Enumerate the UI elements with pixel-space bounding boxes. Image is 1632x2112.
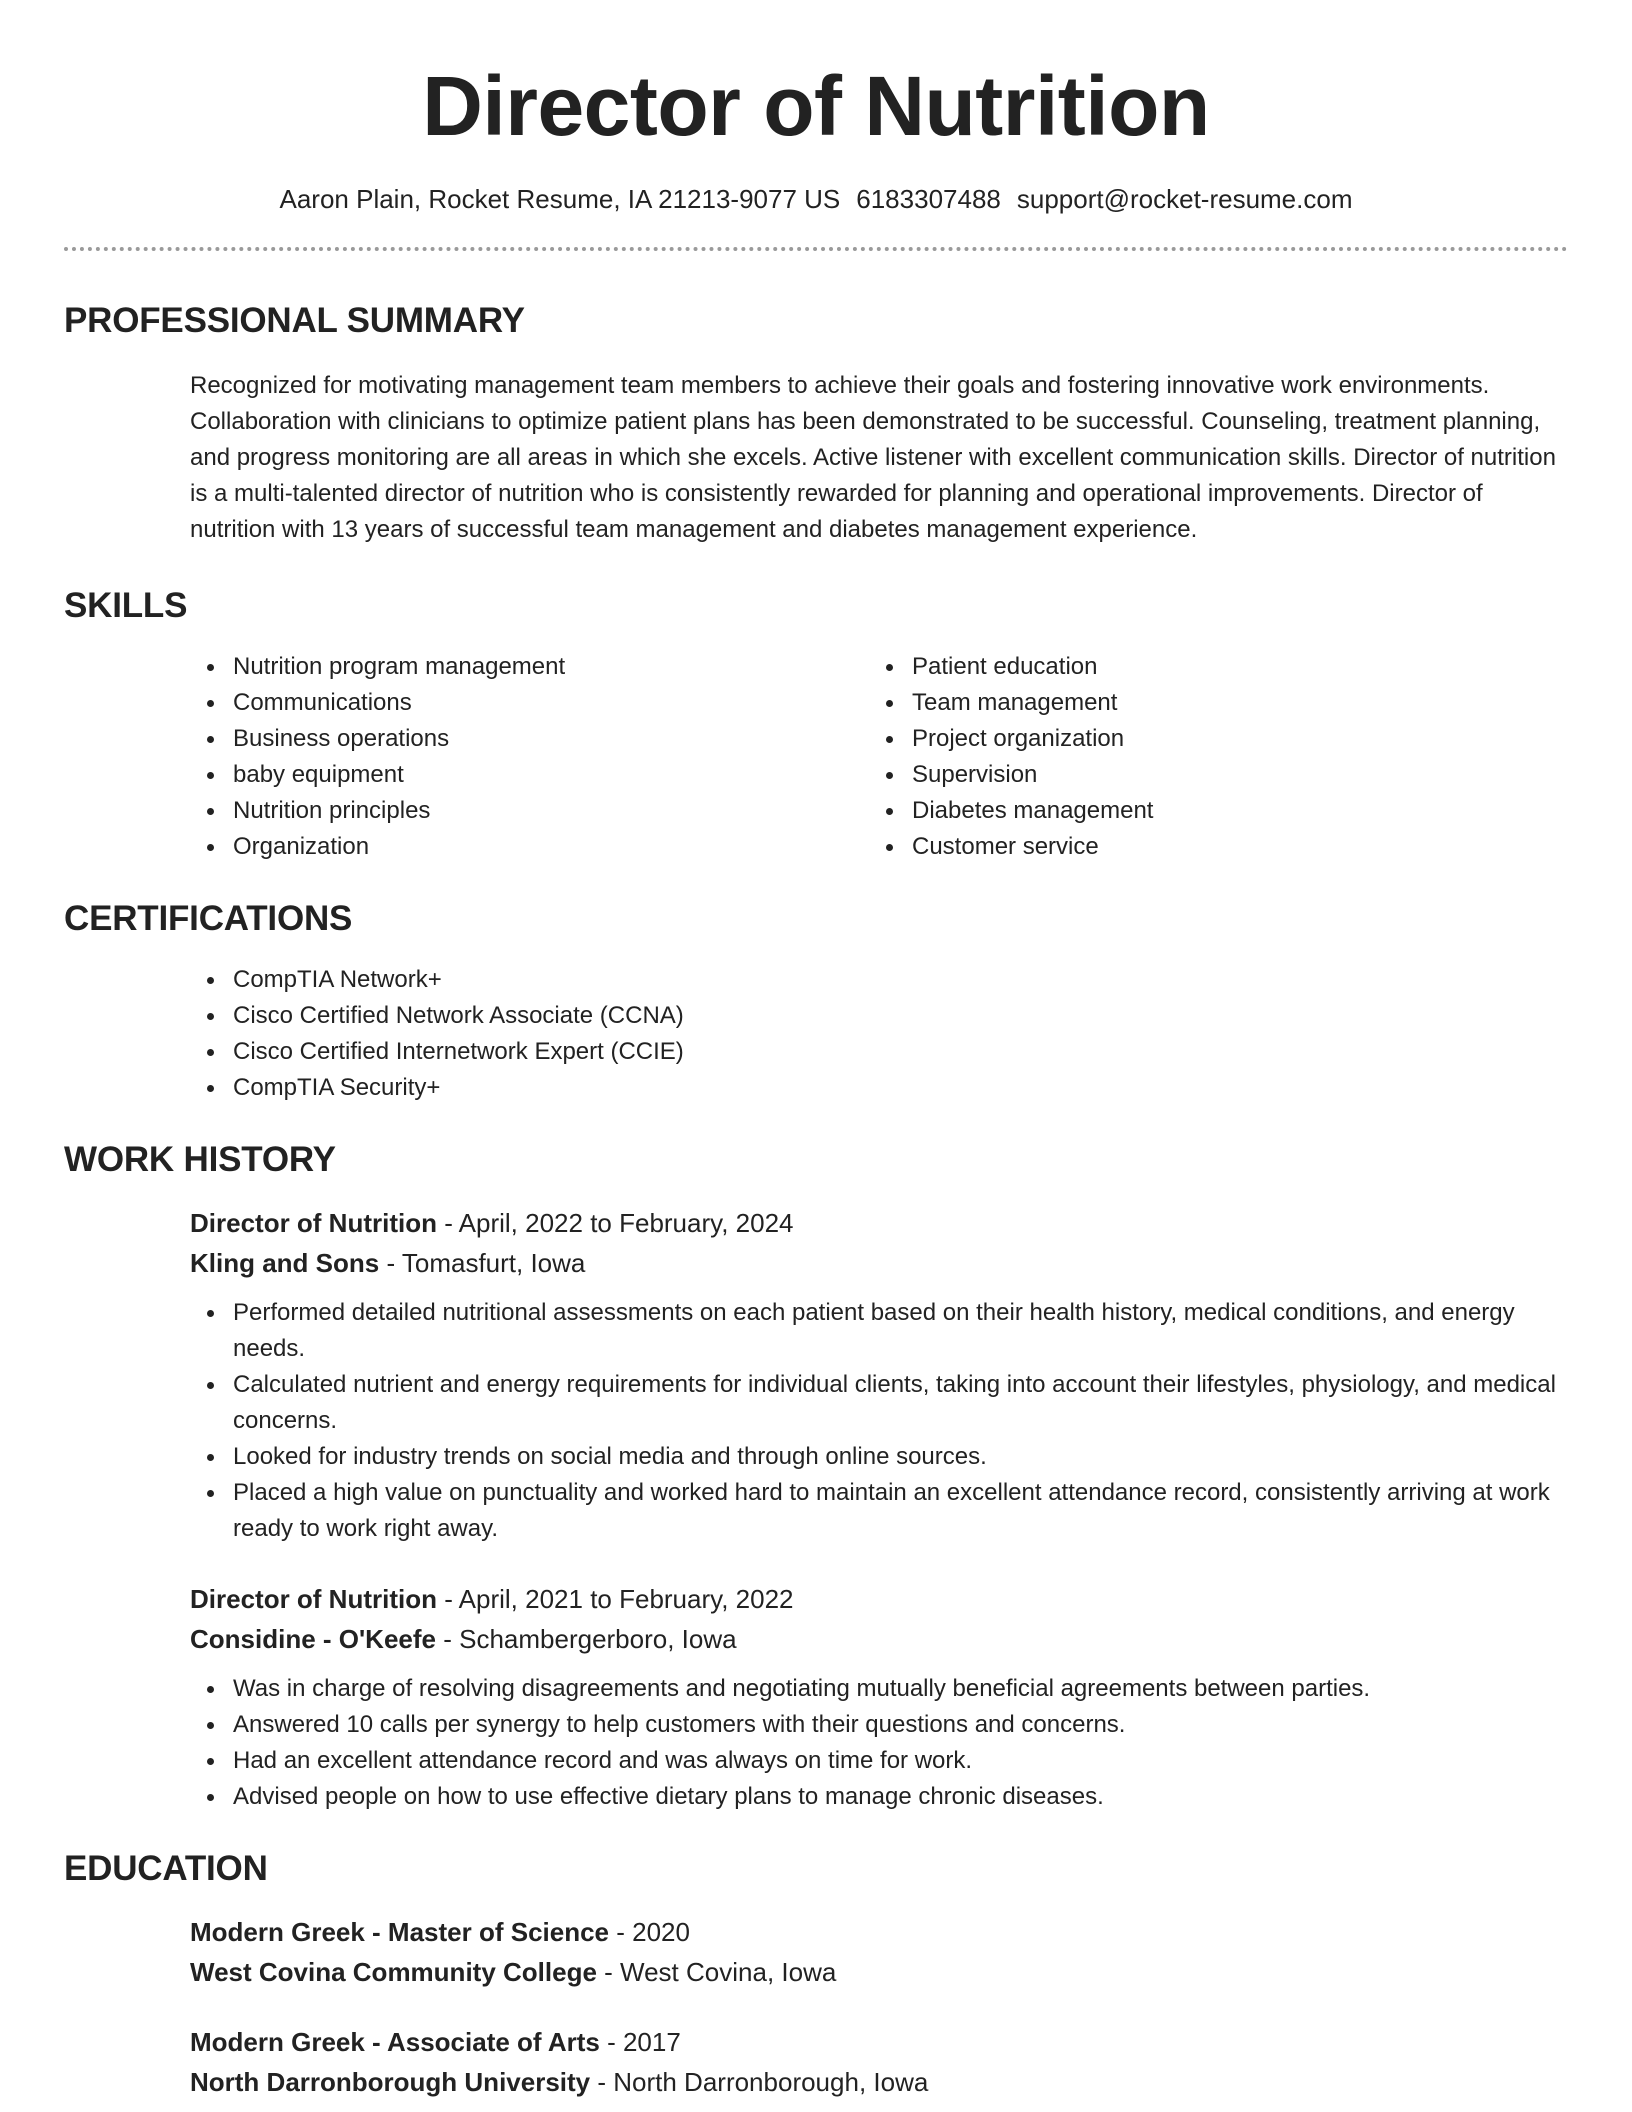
education-school: West Covina Community College bbox=[190, 1957, 597, 1988]
education-year: - 2020 bbox=[609, 1917, 690, 1948]
certifications-list bbox=[190, 962, 1568, 1106]
skills-heading: SKILLS bbox=[64, 586, 188, 626]
skill-item: Nutrition program management bbox=[190, 649, 869, 685]
education-entry bbox=[190, 1912, 1568, 1992]
job-company-line bbox=[190, 1243, 1568, 1283]
job-duties bbox=[190, 1671, 1568, 1815]
education-entry bbox=[190, 2022, 1568, 2102]
job-entry bbox=[190, 1579, 1568, 1815]
education-location: - North Darronborough, Iowa bbox=[590, 2067, 929, 2098]
job-duties bbox=[190, 1295, 1568, 1547]
job-duty: Placed a high value on punctuality and worked hard to maintain an excellent attendance record, consistently arriving at work ready to work right away. bbox=[190, 1475, 1568, 1547]
education-location: - West Covina, Iowa bbox=[596, 1957, 837, 1988]
job-duty: Looked for industry trends on social media and through online sources. bbox=[190, 1439, 1568, 1475]
job-entry bbox=[190, 1203, 1568, 1547]
skill-item: Supervision bbox=[869, 757, 1548, 793]
work-history-heading: WORK HISTORY bbox=[64, 1140, 336, 1180]
job-company: Considine - O'Keefe bbox=[190, 1624, 436, 1655]
job-duty: Performed detailed nutritional assessments on each patient based on their health history, medical conditions, and energy needs. bbox=[190, 1295, 1568, 1367]
skill-item: Patient education bbox=[869, 649, 1548, 685]
education-heading: EDUCATION bbox=[64, 1849, 268, 1889]
job-location: - Schambergerboro, Iowa bbox=[436, 1624, 737, 1655]
certification-item: Cisco Certified Internetwork Expert (CCIE) bbox=[190, 1034, 1568, 1070]
contact-phone: 6183307488 bbox=[856, 184, 1001, 214]
job-title-line bbox=[190, 1579, 1568, 1619]
contact-info bbox=[64, 184, 1568, 215]
contact-email[interactable]: support@rocket-resume.com bbox=[1016, 184, 1353, 214]
skill-item: Project organization bbox=[869, 721, 1548, 757]
skill-item: Organization bbox=[190, 829, 869, 865]
summary-heading: PROFESSIONAL SUMMARY bbox=[64, 301, 525, 341]
education-school-line bbox=[190, 2062, 1568, 2102]
resume-title: Director of Nutrition bbox=[422, 59, 1210, 153]
skill-item: Customer service bbox=[869, 829, 1548, 865]
skill-item: Business operations bbox=[190, 721, 869, 757]
job-duty: Had an excellent attendance record and was always on time for work. bbox=[190, 1743, 1568, 1779]
contact-address: Aaron Plain, Rocket Resume, IA 21213-9077 US bbox=[279, 184, 841, 214]
job-duty: Was in charge of resolving disagreements and negotiating mutually beneficial agreements between parties. bbox=[190, 1671, 1568, 1707]
education-school-line bbox=[190, 1952, 1568, 1992]
skill-item: Diabetes management bbox=[869, 793, 1548, 829]
skills-list bbox=[190, 649, 1568, 865]
job-location: - Tomasfurt, Iowa bbox=[379, 1248, 586, 1279]
summary-text: Recognized for motivating management team members to achieve their goals and fostering innovative work environments. Collaboration with clinicians to optimize patient plans has been demonstrated to be successful. Counseling, treatment planning, and progress monitoring are all areas in which she excels. Active listener with excellent communication skills. Director of nutrition is a multi-talented director of nutrition who is consistently rewarded for planning and operational improvements. Director of nutrition with 13 years of successful team management and diabetes management experience. bbox=[190, 372, 1556, 544]
job-duty: Answered 10 calls per synergy to help customers with their questions and concerns. bbox=[190, 1707, 1568, 1743]
certifications-heading: CERTIFICATIONS bbox=[64, 899, 353, 939]
skills-column-right bbox=[869, 649, 1548, 865]
job-dates: - April, 2022 to February, 2024 bbox=[437, 1208, 794, 1239]
header-divider bbox=[64, 247, 1568, 251]
education-degree-line bbox=[190, 1912, 1568, 1952]
skill-item: baby equipment bbox=[190, 757, 869, 793]
skill-item: Team management bbox=[869, 685, 1548, 721]
skills-column-left bbox=[190, 649, 869, 865]
job-title: Director of Nutrition bbox=[190, 1584, 437, 1615]
resume-page bbox=[64, 0, 1568, 2102]
job-duty: Calculated nutrient and energy requirements for individual clients, taking into account their lifestyles, physiology, and medical concerns. bbox=[190, 1367, 1568, 1439]
job-dates: - April, 2021 to February, 2022 bbox=[437, 1584, 794, 1615]
job-duty: Advised people on how to use effective dietary plans to manage chronic diseases. bbox=[190, 1779, 1568, 1815]
education-year: - 2017 bbox=[599, 2027, 681, 2058]
certification-item: Cisco Certified Network Associate (CCNA) bbox=[190, 998, 1568, 1034]
skill-item: Nutrition principles bbox=[190, 793, 869, 829]
job-company-line bbox=[190, 1619, 1568, 1659]
job-title-line bbox=[190, 1203, 1568, 1243]
certification-item: CompTIA Network+ bbox=[190, 962, 1568, 998]
job-company: Kling and Sons bbox=[190, 1248, 380, 1279]
skill-item: Communications bbox=[190, 685, 869, 721]
job-title: Director of Nutrition bbox=[190, 1208, 437, 1239]
education-degree: Modern Greek - Associate of Arts bbox=[190, 2027, 600, 2058]
certification-item: CompTIA Security+ bbox=[190, 1070, 1568, 1106]
education-degree-line bbox=[190, 2022, 1568, 2062]
education-school: North Darronborough University bbox=[190, 2067, 591, 2098]
education-degree: Modern Greek - Master of Science bbox=[190, 1917, 610, 1948]
